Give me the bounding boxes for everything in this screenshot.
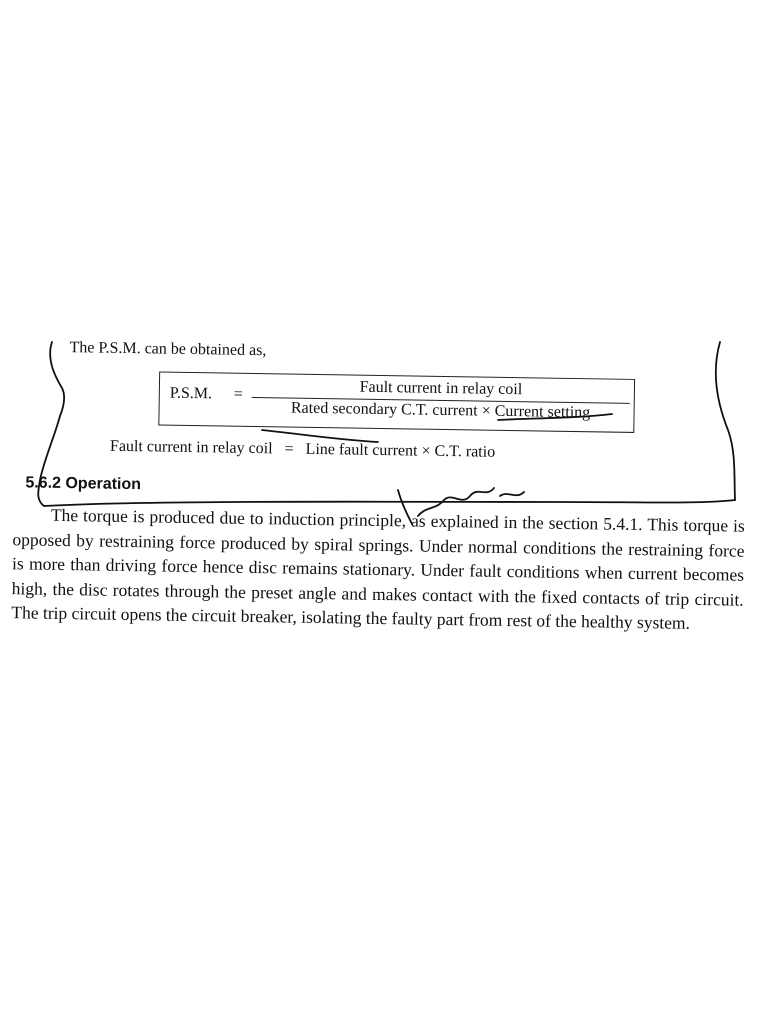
fraction-denominator: Rated secondary C.T. current × Current setting <box>290 399 591 422</box>
paragraph-text: The torque is produced due to induction principle, as explained in the section 5.4.1. This torque is opposed by restraining force produced by spiral springs. Under normal conditions the restraining force is more than driving force hence disc remains stationary. Under fault conditions when current becomes high, the disc rotates through the preset angle and makes contact with the fixed contacts of trip circuit. The trip circuit opens the circuit breaker, isolating the faulty part from rest of the healthy system. <box>11 504 745 633</box>
relation-lhs: Fault current in relay coil <box>109 437 273 458</box>
paragraph-indent <box>13 520 51 521</box>
psm-formula-box <box>158 371 635 432</box>
relation-rhs: Line fault current × C.T. ratio <box>305 440 496 461</box>
intro-sentence: The P.S.M. can be obtained as, <box>69 339 267 360</box>
psm-fraction <box>251 377 630 423</box>
equals-sign: = <box>233 385 243 403</box>
operation-paragraph <box>11 502 745 636</box>
relation-equals: = <box>284 440 294 458</box>
fault-current-relation <box>110 438 495 462</box>
section-heading: 5.6.2 Operation <box>25 474 142 494</box>
psm-label: P.S.M. <box>169 384 213 403</box>
document-excerpt <box>2 324 768 696</box>
fraction-numerator: Fault current in relay coil <box>359 378 523 399</box>
